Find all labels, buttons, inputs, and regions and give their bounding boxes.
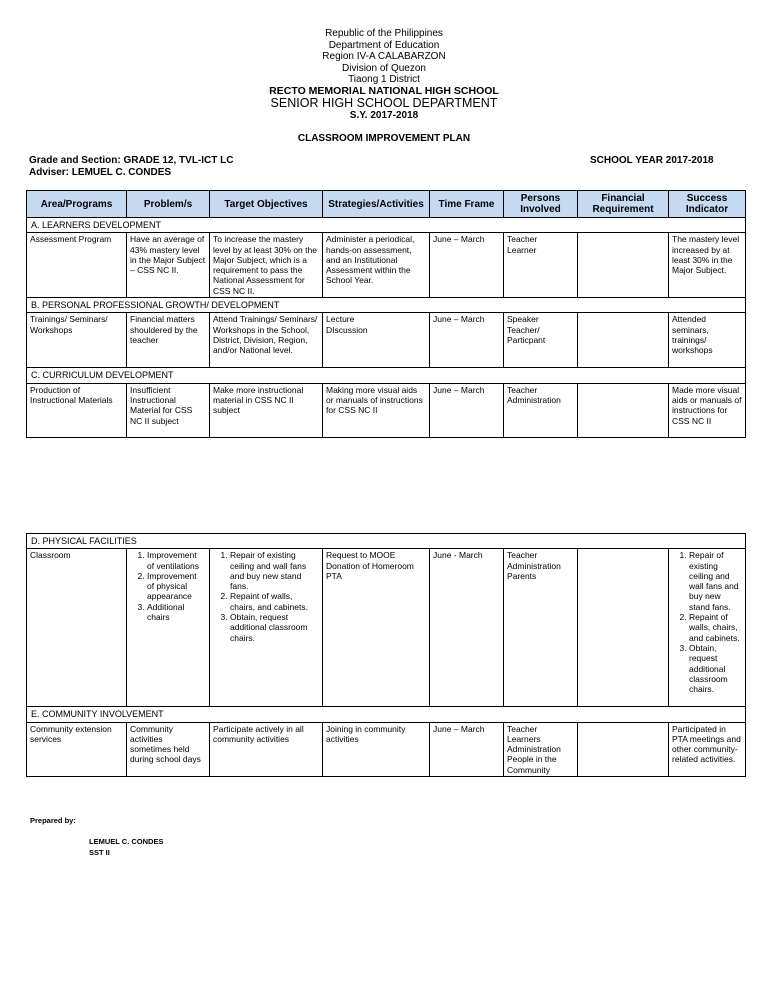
person: Particpant (507, 334, 546, 345)
person: Teacher (507, 723, 538, 734)
indicator-cell: Attended seminars, trainings/ workshops (669, 313, 746, 368)
person: Learner (507, 244, 537, 255)
section-row (27, 298, 746, 313)
column-header: Target Objectives (210, 191, 323, 218)
strategy-cell (323, 549, 430, 707)
adviser: Adviser: LEMUEL C. CONDES (29, 167, 172, 178)
list-item: 3. Obtain, request additional classroom chairs. (230, 612, 319, 643)
list-item: 1. Improvement of ventilations (147, 550, 206, 571)
strategy-item: Donation of Homeroom PTA (326, 560, 414, 581)
indicator-cell (669, 549, 746, 707)
problem-cell: Financial matters shouldered by the teacher (127, 313, 210, 368)
persons-cell (504, 383, 578, 437)
list-item: 1. Repair of existing ceiling and wall fans and buy new stand fans. (689, 550, 742, 612)
person: Parents (507, 570, 537, 581)
persons-cell (504, 549, 578, 707)
person: Learners (507, 733, 541, 744)
column-header: Financial Requirement (578, 191, 669, 218)
financial-cell (578, 722, 669, 776)
area-cell: Production of Instructional Materials (27, 383, 127, 437)
header-line: Department of Education (328, 39, 440, 51)
list-item: 2. Repaint of walls, chairs, and cabinets. (230, 591, 319, 612)
strategy-cell: Joining in community activities (323, 722, 430, 776)
header-line: Republic of the Philippines (325, 28, 443, 39)
person: People in the Community (507, 754, 557, 775)
signatory (89, 836, 163, 858)
section-row (27, 707, 746, 722)
school-year-line: S.Y. 2017-2018 (349, 110, 419, 121)
header-line: Region IV-A CALABARZON (322, 51, 446, 62)
section-row (27, 368, 746, 383)
prepared-by-label: Prepared by: (30, 816, 76, 825)
strategy-cell: Making more visual aids or manuals of instructions for CSS NC II (323, 383, 430, 437)
improvement-plan-table (26, 190, 746, 438)
indicator-cell: Participated in PTA meetings and other community-related activities. (669, 722, 746, 776)
strategy-cell (323, 313, 430, 368)
list-item: 3. Additional chairs (147, 602, 206, 623)
person: Teacher (507, 234, 538, 245)
timeframe-cell: June – March (430, 383, 504, 437)
section-title: B. PERSONAL PROFESSIONAL GROWTH/ DEVELOPMENT (27, 298, 746, 313)
indicator-list (672, 550, 742, 694)
school-name: RECTO MEMORIAL NATIONAL HIGH SCHOOL (269, 84, 499, 97)
person: Teacher/ (507, 324, 540, 335)
area-cell: Classroom (27, 549, 127, 707)
section-title: E. COMMUNITY INVOLVEMENT (27, 707, 746, 722)
grade-section: Grade and Section: GRADE 12, TVL-ICT LC (29, 155, 234, 166)
objective-cell: Make more instructional material in CSS NC II subject (210, 383, 323, 437)
school-year: SCHOOL YEAR 2017-2018 (590, 155, 714, 166)
column-header: Problem/s (127, 191, 210, 218)
table-row (27, 722, 746, 776)
strategy-item: Request to MOOE (326, 550, 396, 561)
persons-cell (504, 722, 578, 776)
table-header-row (27, 191, 746, 218)
indicator-cell: The mastery level increased by at least 30% in the Major Subject. (669, 233, 746, 298)
table-row (27, 549, 746, 707)
section-title: C. CURRICULUM DEVELOPMENT (27, 368, 746, 383)
objective-cell: Participate actively in all community activities (210, 722, 323, 776)
objective-cell (210, 549, 323, 707)
section-title: D. PHYSICAL FACILITIES (27, 534, 746, 549)
table-row (27, 313, 746, 368)
list-item: 1. Repair of existing ceiling and wall fans and buy new stand fans. (230, 550, 319, 591)
department-name: SENIOR HIGH SCHOOL DEPARTMENT (270, 96, 498, 110)
financial-cell (578, 313, 669, 368)
problem-cell (127, 549, 210, 707)
person: Speaker (507, 314, 539, 325)
objective-list (213, 550, 319, 643)
persons-cell (504, 313, 578, 368)
signatory-position: SST II (89, 848, 110, 857)
section-row (27, 534, 746, 549)
financial-cell (578, 383, 669, 437)
column-header: Time Frame (430, 191, 504, 218)
objective-cell: To increase the mastery level by at least 30% on the Major Subject, which is a requirement to pass the National Assessment for CSS NC II. (210, 233, 323, 298)
problem-cell: Community activities sometimes held during school days (127, 722, 210, 776)
strategy-item: Lecture (326, 314, 355, 325)
area-cell: Community extension services (27, 722, 127, 776)
problem-cell: Have an average of 43% mastery level in the Major Subject – CSS NC II. (127, 233, 210, 298)
persons-cell (504, 233, 578, 298)
signatory-name: LEMUEL C. CONDES (89, 837, 164, 846)
document-header (0, 28, 768, 122)
area-cell: Trainings/ Seminars/ Workshops (27, 313, 127, 368)
table-row (27, 233, 746, 298)
person: Administration (507, 560, 561, 571)
column-header: Persons Involved (504, 191, 578, 218)
person: Teacher (507, 550, 538, 561)
column-header: Strategies/Activities (323, 191, 430, 218)
table-row (27, 383, 746, 437)
column-header: Success Indicator (669, 191, 746, 218)
timeframe-cell: June - March (430, 549, 504, 707)
class-info (29, 155, 233, 179)
header-line: Tiaong 1 District (348, 74, 420, 85)
financial-cell (578, 233, 669, 298)
list-item: 2. Improvement of physical appearance (147, 571, 206, 602)
list-item: 2. Repaint of walls, chairs, and cabinets. (689, 612, 742, 643)
list-item: 3. Obtain, request additional classroom chairs. (689, 643, 742, 694)
timeframe-cell: June – March (430, 313, 504, 368)
section-row (27, 218, 746, 233)
indicator-cell: Made more visual aids or manuals of instructions for CSS NC II (669, 383, 746, 437)
section-title: A. LEARNERS DEVELOPMENT (27, 218, 746, 233)
area-cell: Assessment Program (27, 233, 127, 298)
person: Administration (507, 394, 561, 405)
person: Teacher (507, 384, 538, 395)
person: Administration (507, 744, 561, 755)
timeframe-cell: June – March (430, 722, 504, 776)
financial-cell (578, 549, 669, 707)
plan-title: CLASSROOM IMPROVEMENT PLAN (297, 133, 471, 144)
strategy-item: DIscussion (326, 324, 368, 335)
problem-cell: Insufficient Instructional Material for CSS NC II subject (127, 383, 210, 437)
header-line: Division of Quezon (342, 62, 426, 74)
timeframe-cell: June – March (430, 233, 504, 298)
objective-cell: Attend Trainings/ Seminars/ Workshops in the School, District, Division, Region, and/or National level. (210, 313, 323, 368)
strategy-cell: Administer a periodical, hands-on assessment, and an Institutional Assessment within the School Year. (323, 233, 430, 298)
column-header: Area/Programs (27, 191, 127, 218)
problem-list (130, 550, 206, 622)
improvement-plan-table-continued (26, 533, 746, 777)
